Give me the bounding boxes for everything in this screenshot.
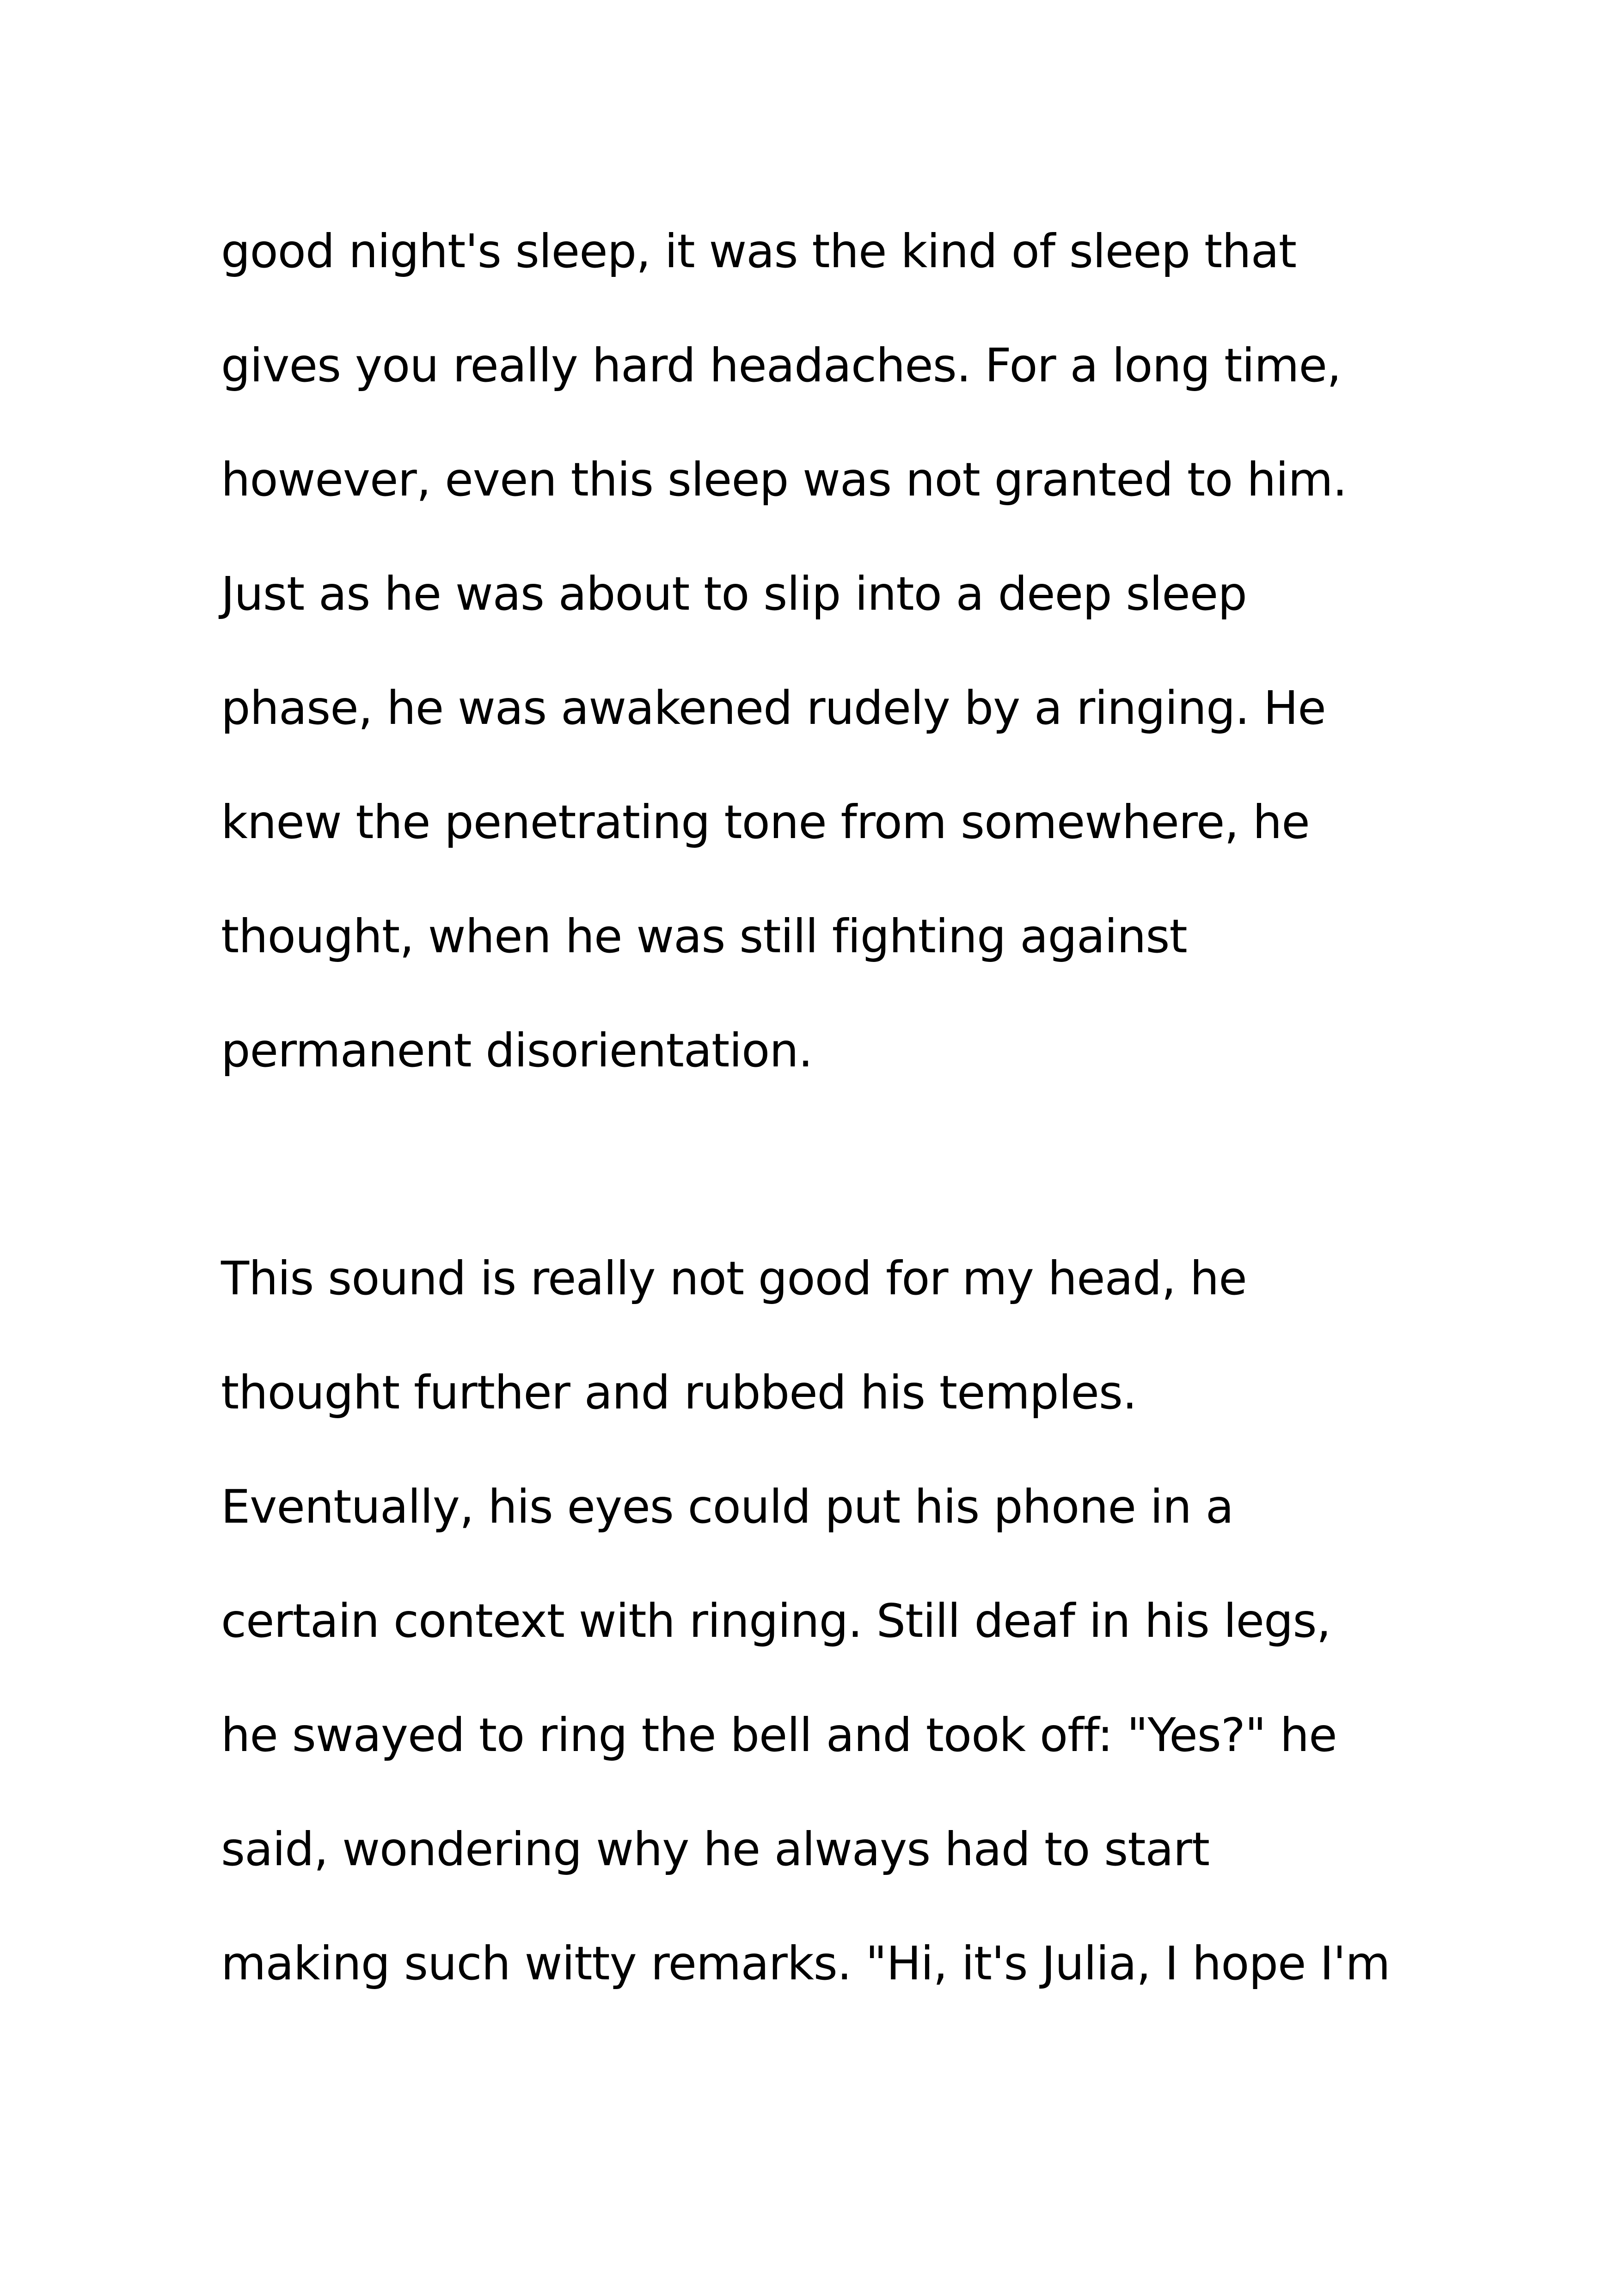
- text-line: This sound is really not good for my head, he: [221, 1251, 1247, 1305]
- text-line: he swayed to ring the bell and took off: "Yes?" he: [221, 1708, 1337, 1762]
- text-line: certain context with ringing. Still deaf in his legs,: [221, 1594, 1331, 1648]
- text-line: however, even this sleep was not granted to him.: [221, 453, 1347, 507]
- text-line: thought, when he was still fighting against: [221, 909, 1187, 963]
- text-line: gives you really hard headaches. For a long time,: [221, 338, 1341, 392]
- text-line: knew the penetrating tone from somewhere, he: [221, 795, 1310, 849]
- text-line: making such witty remarks. "Hi, it's Julia, I hope I'm: [221, 1936, 1390, 1990]
- text-line: permanent disorientation.: [221, 1023, 813, 1078]
- text-line: said, wondering why he always had to start: [221, 1822, 1210, 1876]
- text-line: Eventually, his eyes could put his phone in a: [221, 1480, 1234, 1534]
- text-line: phase, he was awakened rudely by a ringing. He: [221, 681, 1326, 735]
- text-line: thought further and rubbed his temples.: [221, 1365, 1137, 1420]
- text-line: good night's sleep, it was the kind of sleep that: [221, 224, 1297, 278]
- text-line: Just as he was about to slip into a deep sleep: [221, 567, 1247, 621]
